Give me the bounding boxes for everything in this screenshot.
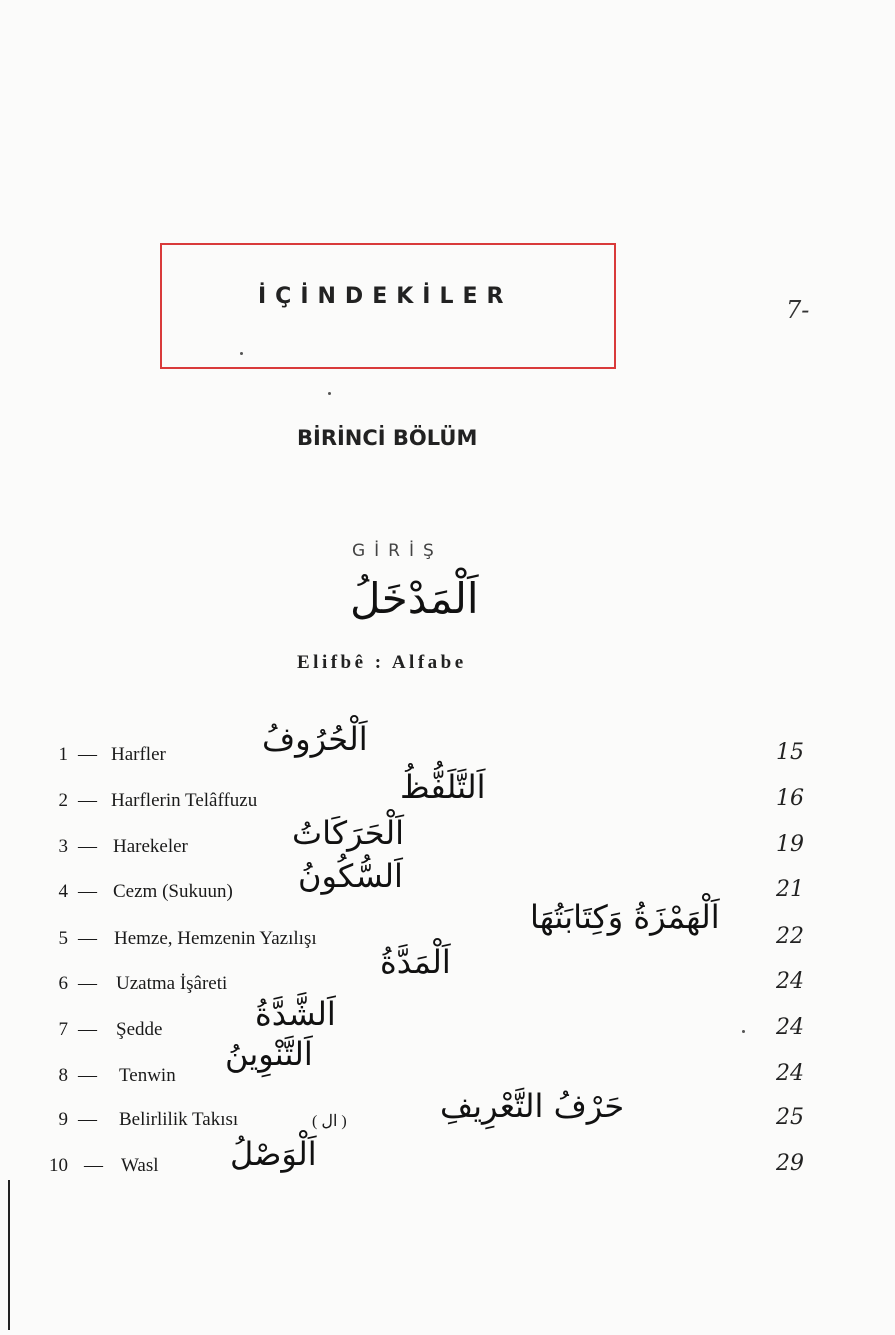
toc-row	[0, 943, 895, 1013]
toc-arabic: حَرْفُ التَّعْرِيفِ	[440, 1087, 625, 1125]
toc-arabic: اَلْوَصْلُ	[230, 1135, 317, 1173]
toc-row	[0, 1087, 895, 1149]
section-title: BİRİNCİ BÖLÜM	[297, 426, 478, 450]
toc-dash: —	[84, 1155, 103, 1176]
toc-number: 3	[58, 836, 68, 857]
page-title: İÇİNDEKİLER	[258, 284, 513, 309]
toc-dash: —	[78, 881, 97, 902]
toc-number: 4	[58, 881, 68, 902]
toc-page-number: 15	[776, 740, 804, 765]
toc-label: Hemze, Hemzenin Yazılışı	[114, 928, 317, 949]
toc-label: Cezm (Sukuun)	[113, 881, 233, 902]
toc-label: Harekeler	[113, 836, 188, 857]
toc-arabic: اَلتَّلَفُّظُ	[400, 768, 486, 806]
toc-number: 6	[58, 973, 68, 994]
toc-page-number: 25	[776, 1105, 804, 1130]
toc-dash: —	[78, 744, 97, 765]
toc-number: 2	[58, 790, 68, 811]
toc-row	[0, 857, 895, 921]
toc-number: 7	[58, 1019, 68, 1040]
toc-number: 5	[58, 928, 68, 949]
toc-dash: —	[78, 928, 97, 949]
intro-arabic: اَلْمَدْخَلُ	[350, 574, 479, 623]
toc-number: 8	[58, 1065, 68, 1086]
toc-label: Harfler	[111, 744, 166, 765]
handwritten-page-mark: 7-	[786, 296, 810, 324]
toc-dash: —	[78, 1065, 97, 1086]
toc-arabic: اَلْمَدَّةُ	[380, 943, 451, 981]
toc-page-number: 24	[776, 1061, 804, 1086]
toc-label: Uzatma İşâreti	[116, 973, 228, 994]
toc-number: 1	[58, 744, 68, 765]
toc-page-number: 24	[776, 969, 804, 994]
toc-dash: —	[78, 973, 97, 994]
toc-page-number: 24	[776, 1015, 804, 1040]
scan-edge-line	[8, 1180, 10, 1330]
toc-number: 9	[58, 1109, 68, 1130]
toc-row	[0, 768, 895, 830]
toc-label: Tenwin	[119, 1065, 176, 1086]
toc-page-number: 22	[776, 924, 804, 949]
toc-label: Belirlilik Takısı	[119, 1109, 239, 1130]
scan-speck	[240, 352, 243, 355]
toc-arabic: اَلْهَمْزَةُ وَكِتَابَتُهَا	[530, 898, 720, 936]
toc-number: 10	[49, 1155, 68, 1176]
toc-dash: —	[78, 790, 97, 811]
toc-dash: —	[78, 1019, 97, 1040]
toc-page-number: 19	[776, 832, 804, 857]
toc-row	[0, 995, 895, 1059]
toc-arabic: اَلْحَرَكَاتُ	[292, 814, 405, 852]
toc-dash: —	[78, 1109, 97, 1130]
toc-page-number: 16	[776, 786, 804, 811]
toc-label: Harflerin Telâffuzu	[111, 790, 258, 811]
scan-speck	[328, 392, 331, 395]
toc-extra-arabic: ( ال )	[312, 1113, 347, 1130]
toc-arabic: اَلْحُرُوفُ	[262, 720, 368, 758]
intro-subtitle: Elifbê : Alfabe	[297, 652, 467, 673]
intro-title: GİRİŞ	[352, 541, 443, 561]
toc-arabic: اَلسُّكُونُ	[298, 857, 403, 895]
toc-page-number: 21	[776, 877, 804, 902]
toc-arabic: اَلتَّنْوِينُ	[225, 1035, 313, 1073]
toc-label: Wasl	[121, 1155, 159, 1176]
scan-speck	[742, 1030, 745, 1033]
toc-label: Şedde	[116, 1019, 163, 1040]
toc-row	[0, 1135, 895, 1195]
toc-arabic: اَلشَّدَّةُ	[255, 995, 336, 1033]
toc-page-number: 29	[776, 1151, 804, 1176]
toc-row	[0, 814, 895, 876]
toc-dash: —	[78, 836, 97, 857]
